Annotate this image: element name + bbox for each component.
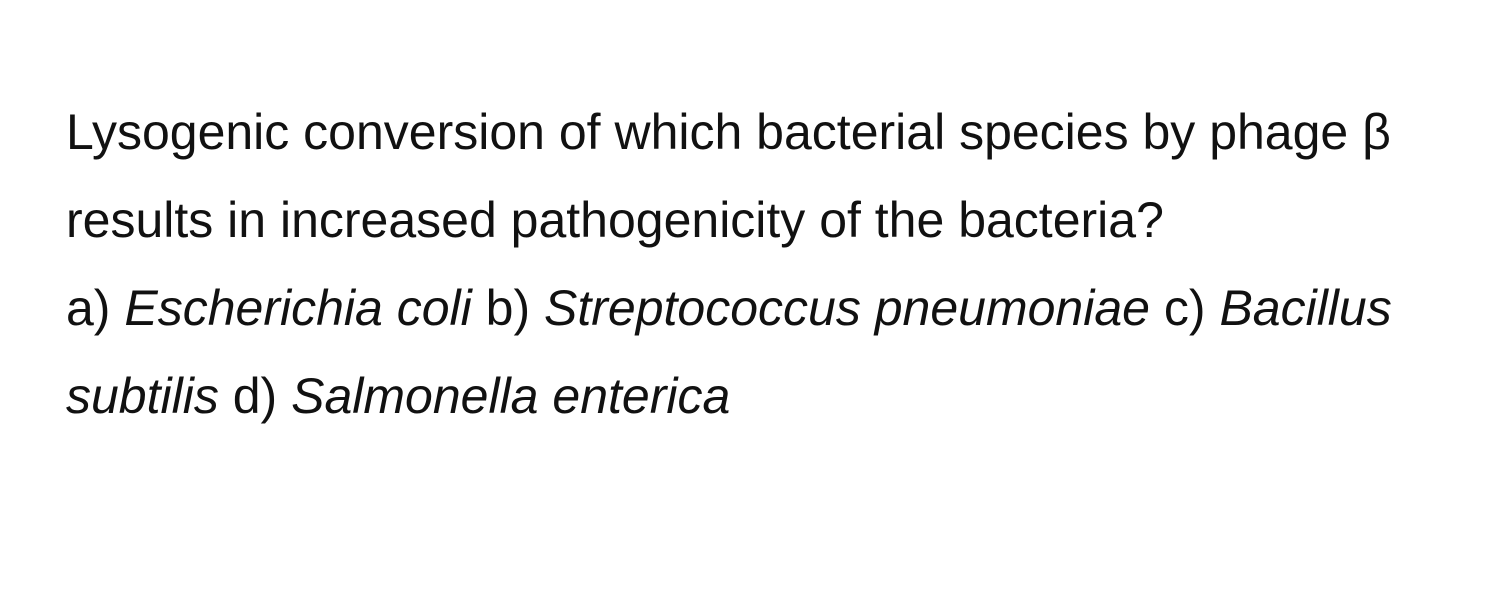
- option-c-label: c): [1163, 280, 1206, 336]
- option-a-text: Escherichia coli: [124, 280, 472, 336]
- option-a-label: a): [66, 280, 111, 336]
- answer-options: [66, 264, 1456, 440]
- option-c-text: Bacillus subtilis: [66, 280, 1392, 424]
- option-b-text: Streptococcus pneumoniae: [544, 280, 1150, 336]
- option-d-text: Salmonella enterica: [291, 368, 731, 424]
- question-block: [66, 88, 1456, 440]
- option-d-label: d): [232, 368, 278, 424]
- option-b-label: b): [485, 280, 531, 336]
- question-stem: Lysogenic conversion of which bacterial species by phage β results in increased pathogenicity of the bacteria?: [66, 104, 1391, 248]
